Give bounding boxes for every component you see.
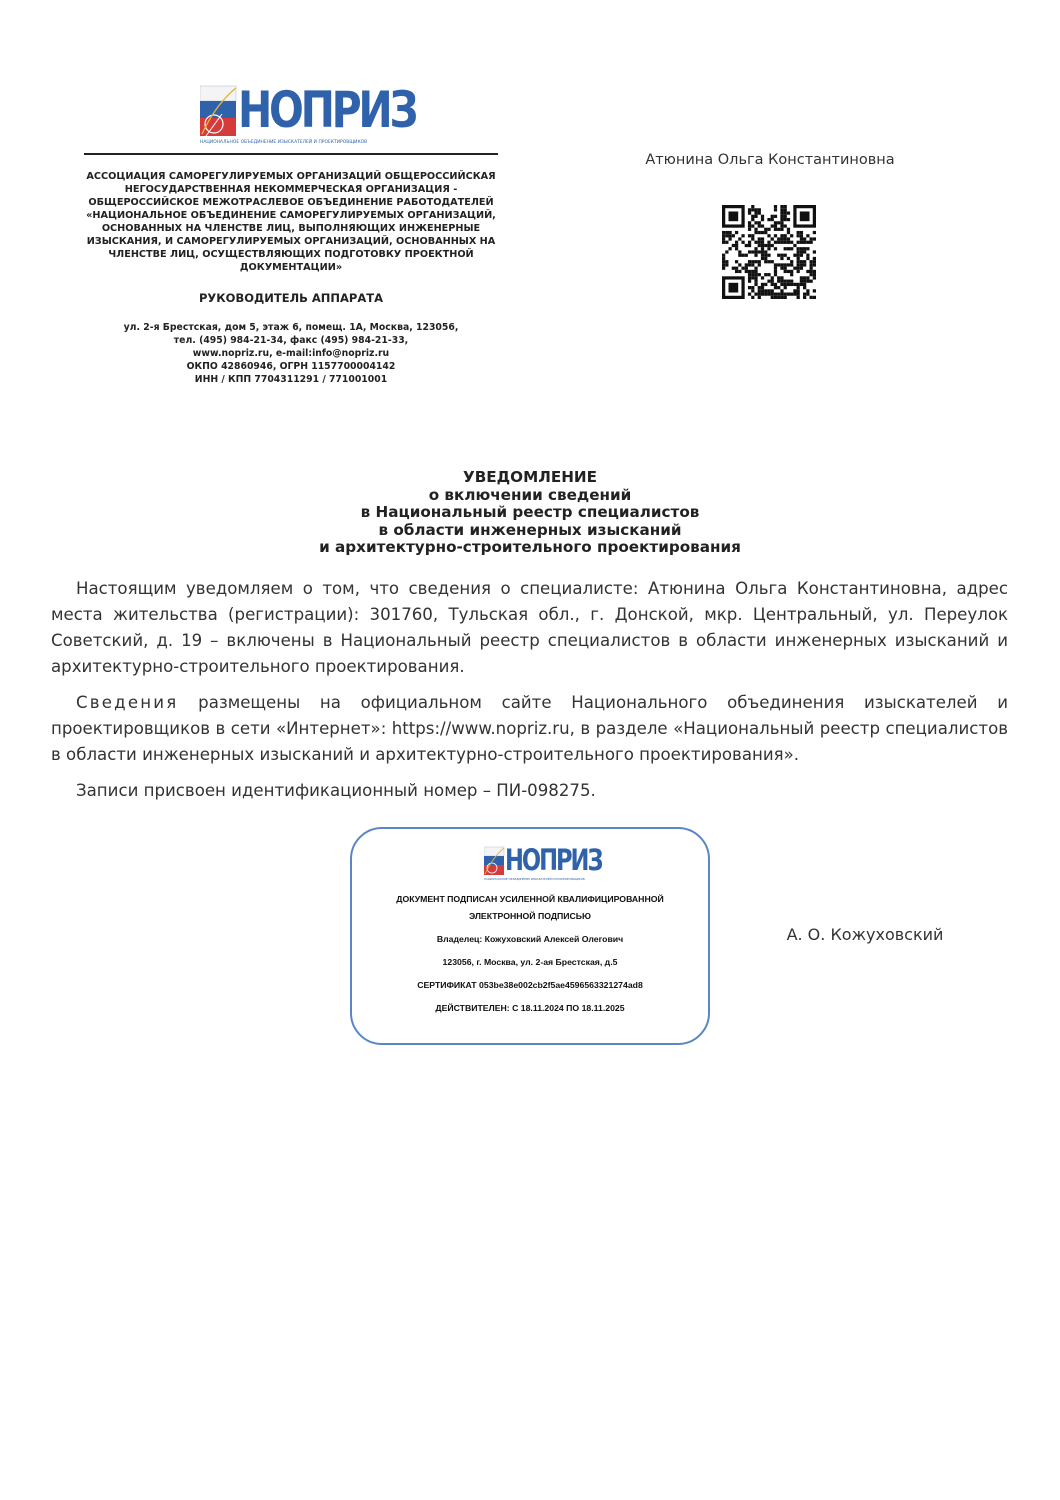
- org-line: «НАЦИОНАЛЬНОЕ ОБЪЕДИНЕНИЕ САМОРЕГУЛИРУЕМЫХ ОРГАНИЗАЦИЙ,: [86, 210, 496, 221]
- contact-line: ИНН / КПП 7704311291 / 771001001: [194, 374, 388, 385]
- paragraph-id-number: Записи присвоен идентификационный номер – ПИ-098275.: [76, 781, 596, 800]
- stamp-validity: ДЕЙСТВИТЕЛЕН: С 18.11.2024 ПО 18.11.2025: [435, 1003, 625, 1013]
- signer-name: А. О. Кожуховский: [786, 925, 944, 944]
- org-line: ДОКУМЕНТАЦИИ»: [239, 262, 343, 273]
- organization-name: [84, 170, 498, 274]
- contact-line: ОКПО 42860946, ОГРН 1157700004142: [186, 361, 396, 372]
- document-body: [51, 576, 1008, 804]
- stamp-details: [352, 891, 708, 1017]
- org-line: НЕГОСУДАРСТВЕННАЯ НЕКОММЕРЧЕСКАЯ ОРГАНИЗАЦИЯ -: [124, 184, 458, 195]
- org-line: ИЗЫСКАНИЯ, И САМОРЕГУЛИРУЕМЫХ ОРГАНИЗАЦИЙ, ОСНОВАННЫХ НА: [86, 236, 496, 247]
- org-line: ОБЩЕРОССИЙСКОЕ МЕЖОТРАСЛЕВОЕ ОБЪЕДИНЕНИЕ РАБОТОДАТЕЛЕЙ: [88, 197, 494, 208]
- org-line: ЧЛЕНСТВЕ ЛИЦ, ОСУЩЕСТВЛЯЮЩИХ ПОДГОТОВКУ ПРОЕКТНОЙ: [108, 249, 474, 260]
- recipient-name: Атюнина Ольга Константиновна: [645, 152, 895, 168]
- org-line: АССОЦИАЦИЯ САМОРЕГУЛИРУЕМЫХ ОРГАНИЗАЦИЙ ОБЩЕРОССИЙСКАЯ: [86, 171, 496, 182]
- contact-details: [84, 321, 498, 386]
- paragraph-publication: [51, 690, 1008, 768]
- stamp-logo: [484, 843, 602, 881]
- stamp-address: 123056, г. Москва, ул. 2-ая Брестская, д.5: [442, 957, 618, 967]
- contact-line: тел. (495) 984-21-34, факс (495) 984-21-33,: [173, 335, 409, 346]
- stamp-logo-wordmark: НОПРИЗ: [505, 843, 602, 877]
- paragraph-publication-text: размещены на официальном сайте Национального объединения изыскателей и проектировщиков в сети «Интернет»: https://www.nopriz.ru, в разделе «Национальный реестр специалистов в области инженерных изысканий и архитектурно-строительного проектирования».: [51, 693, 1008, 764]
- org-line: ОСНОВАННЫХ НА ЧЛЕНСТВЕ ЛИЦ, ВЫПОЛНЯЮЩИХ ИНЖЕНЕРНЫЕ: [101, 223, 481, 234]
- title-line: УВЕДОМЛЕНИЕ: [463, 468, 597, 486]
- header-divider: [84, 153, 498, 155]
- position-title: РУКОВОДИТЕЛЬ АППАРАТА: [198, 291, 384, 305]
- organization-block: [84, 170, 498, 386]
- title-line: в Национальный реестр специалистов: [360, 503, 700, 521]
- stamp-heading-line: ЭЛЕКТРОННОЙ ПОДПИСЬЮ: [468, 911, 591, 921]
- logo-subtitle: НАЦИОНАЛЬНОЕ ОБЪЕДИНЕНИЕ ИЗЫСКАТЕЛЕЙ И ПРОЕКТИРОВЩИКОВ: [200, 140, 368, 145]
- qr-code-icon: [722, 205, 816, 299]
- electronic-signature-stamp: [350, 827, 710, 1045]
- contact-line: ул. 2-я Брестская, дом 5, этаж 6, помещ. 1А, Москва, 123056,: [123, 322, 459, 333]
- title-line: о включении сведений: [428, 485, 632, 504]
- logo-wordmark: НОПРИЗ: [238, 81, 416, 139]
- flag-emblem-icon: [200, 84, 240, 140]
- title-line: в области инженерных изысканий: [378, 520, 682, 539]
- stamp-owner: Владелец: Кожуховский Алексей Олегович: [436, 934, 624, 944]
- document-title: [60, 469, 1000, 557]
- stamp-flag-emblem-icon: [484, 845, 506, 877]
- stamp-logo-subtitle: НАЦИОНАЛЬНОЕ ОБЪЕДИНЕНИЕ ИЗЫСКАТЕЛЕЙ И ПРОЕКТИРОВЩИКОВ: [484, 877, 585, 881]
- nopriz-logo: [200, 81, 416, 146]
- paragraph-notice: Настоящим уведомляем о том, что сведения о специалисте: Атюнина Ольга Константиновна, адрес места жительства (регистрации): 301760, Тульская обл., г. Донской, мкр. Центральный, ул. Переулок Советский, д. 19 – включены в Национальный реестр специалистов в области инженерных изысканий и архитектурно-строительного проектирования.: [51, 579, 1008, 676]
- title-line: и архитектурно-строительного проектирования: [319, 538, 741, 556]
- contact-line: www.nopriz.ru, e-mail:info@nopriz.ru: [192, 348, 390, 359]
- paragraph-lead-word: Сведения: [76, 693, 179, 712]
- stamp-certificate: СЕРТИФИКАТ 053be38e002cb2f5ae4596563321274ad8: [417, 980, 643, 990]
- stamp-heading-line: ДОКУМЕНТ ПОДПИСАН УСИЛЕННОЙ КВАЛИФИЦИРОВАННОЙ: [396, 894, 664, 904]
